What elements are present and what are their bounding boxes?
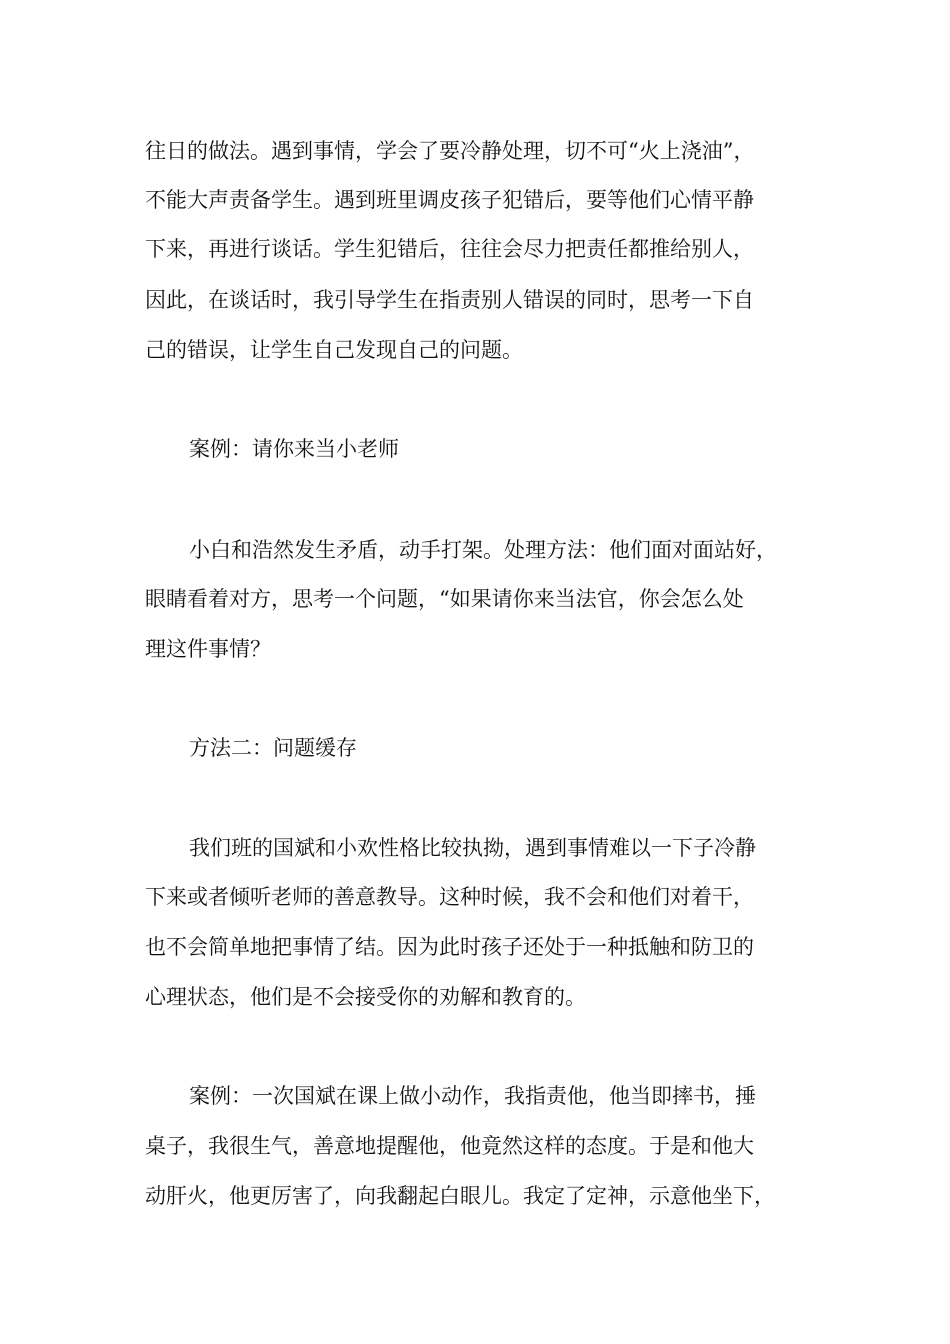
paragraph-line: 因此，在谈话时，我引导学生在指责别人错误的同时，思考一下自 [145, 288, 754, 312]
paragraph-line: 也不会简单地把事情了结。因为此时孩子还处于一种抵触和防卫的 [145, 935, 754, 959]
section-heading: 案例：请你来当小老师 [189, 437, 399, 461]
paragraph-line: 眼睛看着对方，思考一个问题，“如果请你来当法官，你会怎么处 [145, 587, 744, 611]
paragraph-line: 案例：一次国斌在课上做小动作，我指责他，他当即摔书，捶 [189, 1084, 756, 1108]
paragraph-line: 动肝火，他更厉害了，向我翻起白眼儿。我定了定神，示意他坐下， [145, 1184, 775, 1208]
section-heading: 方法二：问题缓存 [189, 736, 357, 760]
paragraph-line: 桌子，我很生气，善意地提醒他，他竟然这样的态度。于是和他大 [145, 1134, 754, 1158]
paragraph-line: 我们班的国斌和小欢性格比较执拗，遇到事情难以一下子冷静 [189, 836, 756, 860]
paragraph-line: 下来，再进行谈话。学生犯错后，往往会尽力把责任都推给别人， [145, 237, 754, 261]
paragraph-line: 不能大声责备学生。遇到班里调皮孩子犯错后，要等他们心情平静 [145, 188, 754, 212]
paragraph-line: 心理状态，他们是不会接受你的劝解和教育的。 [145, 985, 586, 1009]
paragraph-line: 往日的做法。遇到事情，学会了要冷静处理，切不可“火上浇油”， [145, 139, 755, 163]
paragraph-line: 小白和浩然发生矛盾，动手打架。处理方法：他们面对面站好， [189, 538, 777, 562]
paragraph-line: 下来或者倾听老师的善意教导。这种时候，我不会和他们对着干， [145, 885, 754, 909]
paragraph-line: 己的错误，让学生自己发现自己的问题。 [145, 338, 523, 362]
paragraph-line: 理这件事情？ [145, 637, 271, 661]
